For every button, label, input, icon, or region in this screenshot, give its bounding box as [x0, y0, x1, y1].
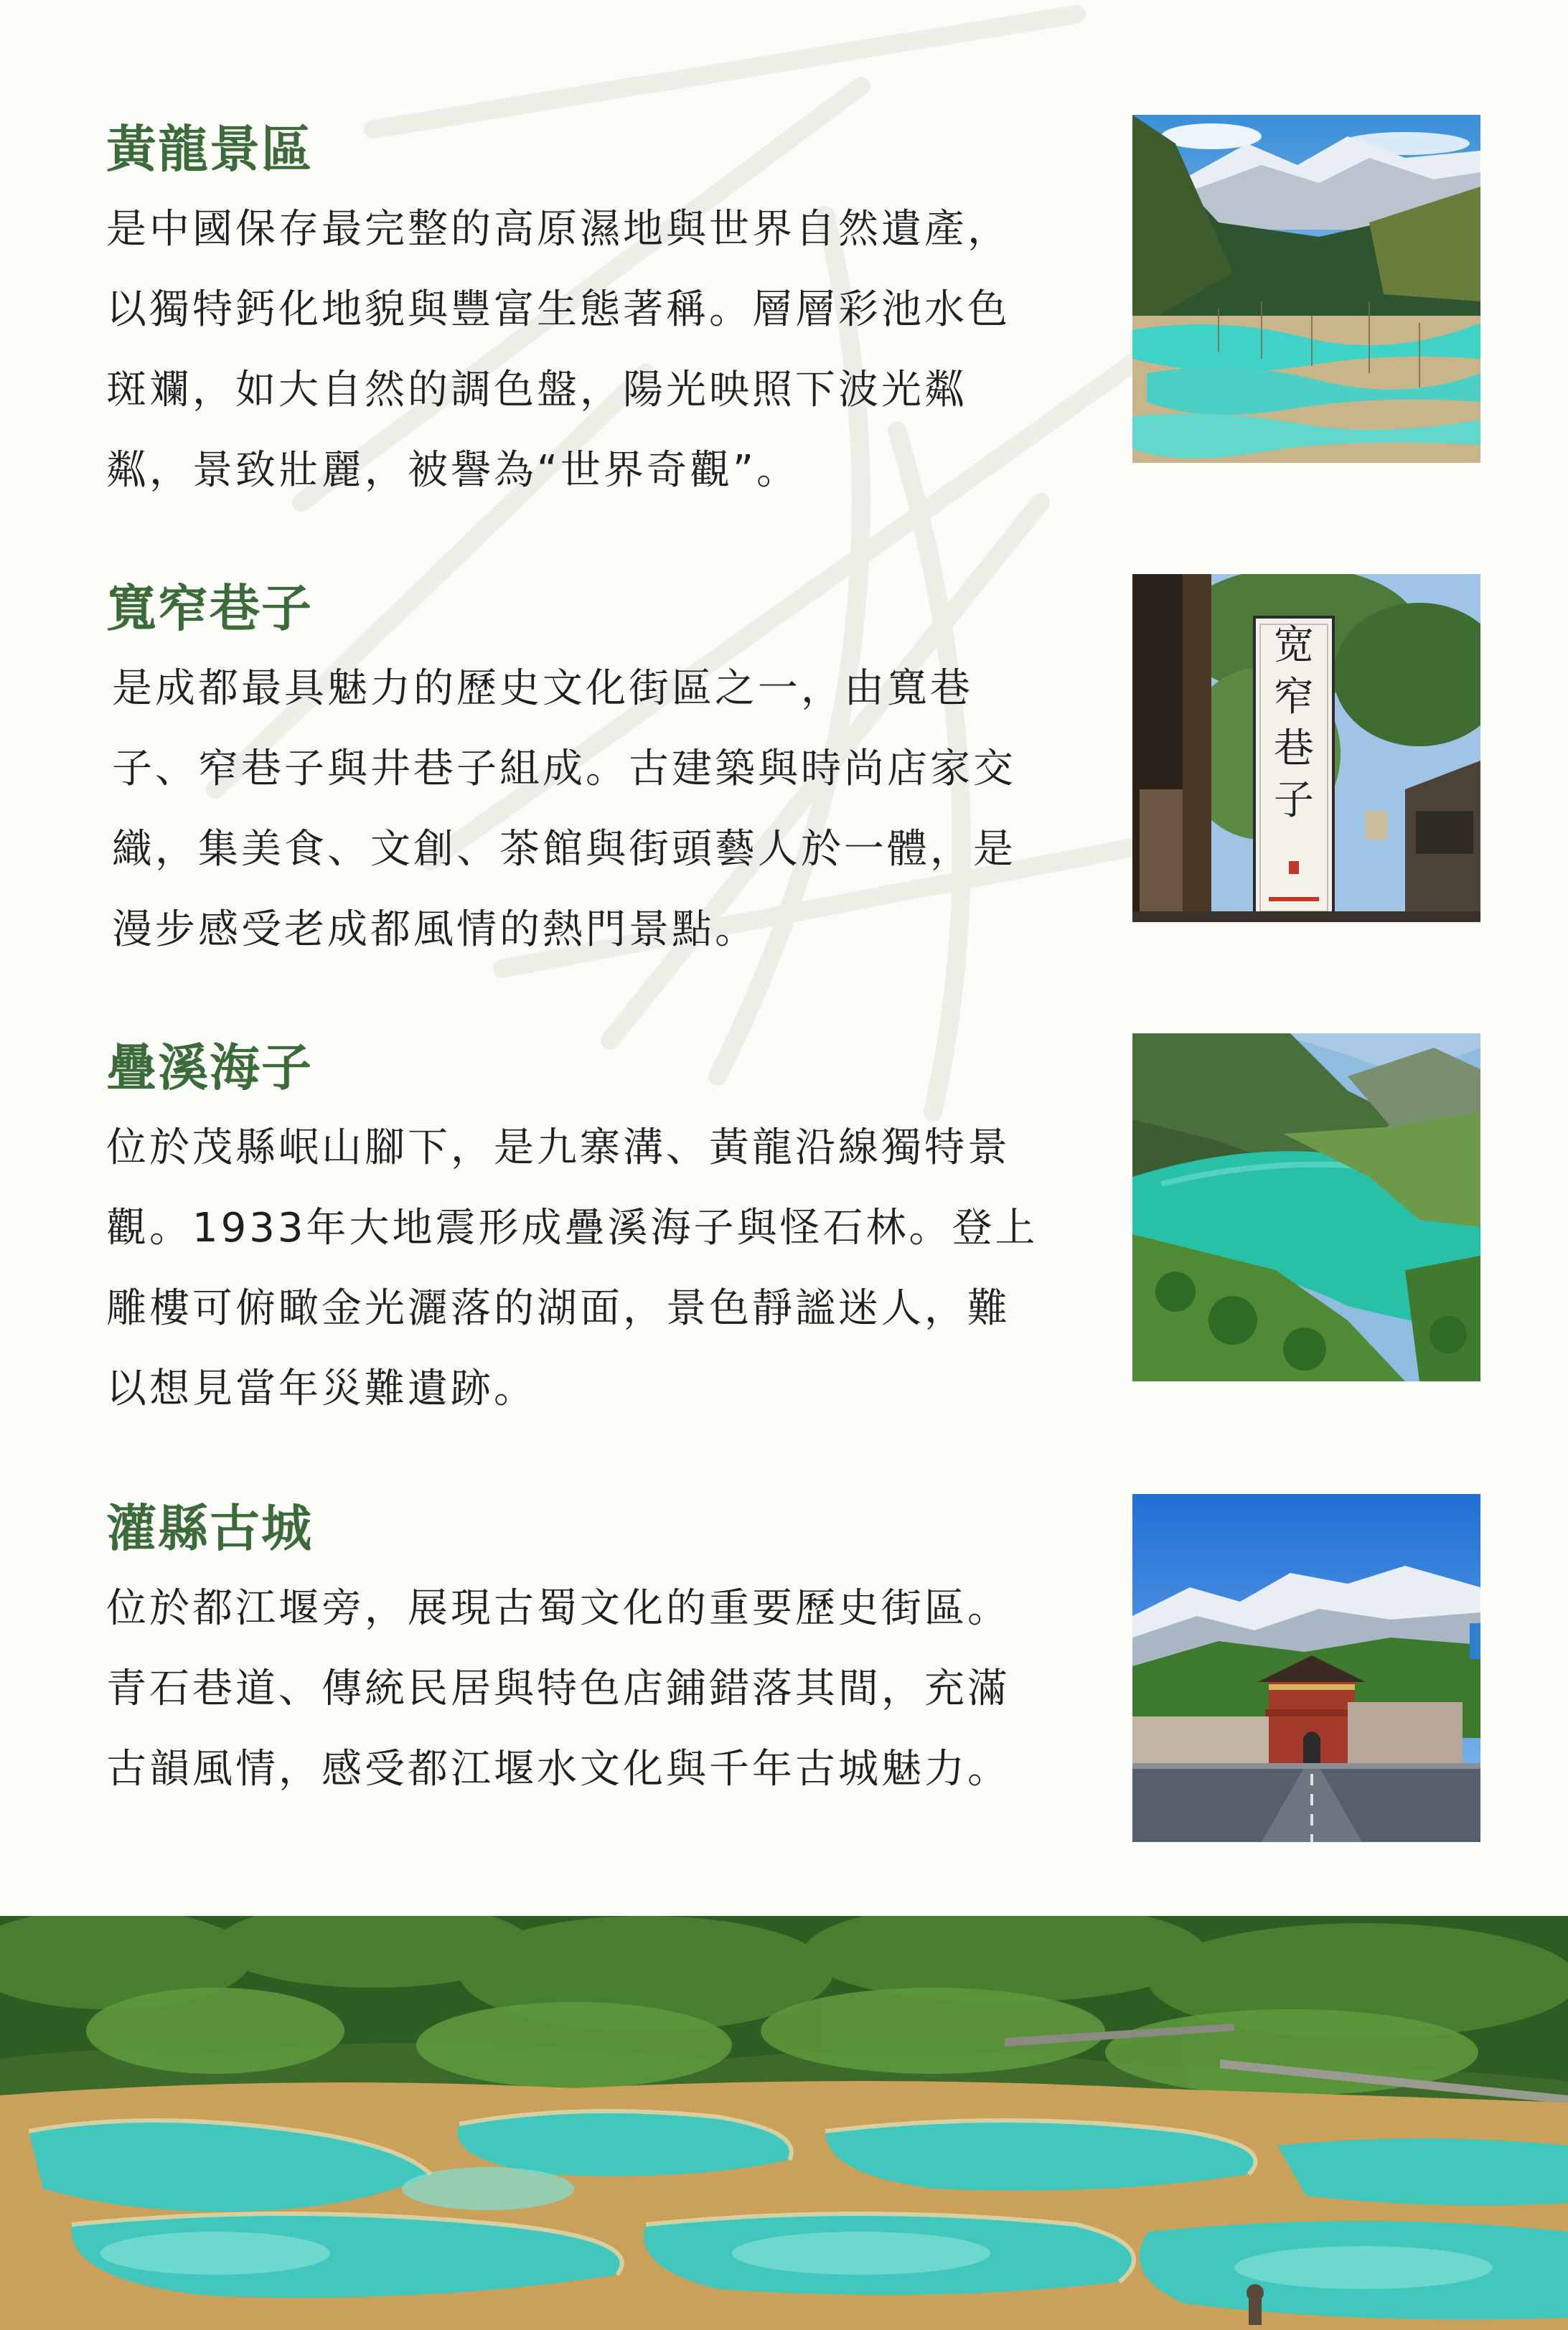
sign-char: 宽 [1274, 622, 1314, 669]
sign-char: 窄 [1274, 674, 1314, 720]
section-title: 灌縣古城 [106, 1499, 313, 1558]
kuanzhai-alley-photo [1132, 574, 1480, 922]
section-description [112, 649, 1016, 970]
huanglong-panorama-photo [0, 1916, 1568, 2330]
description-line: 以想見當年災難遺跡。 [106, 1366, 537, 1412]
section-description [106, 1108, 1038, 1429]
section-guanxian-ancient-city [0, 1494, 1568, 1896]
description-line: 子、窄巷子與井巷子組成。古建築與時尚店家交 [112, 746, 1016, 792]
description-line: 是成都最具魅力的歷史文化街區之一，由寬巷 [112, 665, 973, 712]
huanglong-photo [1132, 115, 1480, 463]
sign-char: 巷 [1274, 725, 1314, 772]
section-description [106, 189, 1010, 511]
section-title: 黃龍景區 [106, 120, 313, 179]
section-diexi-lake [0, 1033, 1568, 1435]
description-line: 古韻風情，感受都江堰水文化與千年古城魅力。 [106, 1746, 1010, 1793]
section-kuanzhai-alley [0, 574, 1568, 976]
description-line: 粼，景致壯麗，被譽為“世界奇觀”。 [106, 447, 800, 494]
description-line: 斑斕，如大自然的調色盤，陽光映照下波光粼 [106, 367, 967, 413]
section-huanglong [0, 115, 1568, 517]
description-line: 青石巷道、傳統民居與特色店鋪錯落其間，充滿 [106, 1666, 1010, 1712]
description-line: 漫步感受老成都風情的熱門景點。 [112, 906, 758, 953]
description-line: 位於都江堰旁，展現古蜀文化的重要歷史街區。 [106, 1585, 1010, 1632]
diexi-lake-photo [1132, 1033, 1480, 1381]
description-line: 織，集美食、文創、茶館與街頭藝人於一體，是 [112, 826, 1016, 873]
description-line: 雕樓可俯瞰金光灑落的湖面，景色靜謐迷人，難 [106, 1285, 1010, 1332]
description-line: 以獨特鈣化地貌與豐富生態著稱。層層彩池水色 [106, 286, 1010, 333]
guanxian-ancient-city-photo [1132, 1494, 1480, 1842]
sign-char: 子 [1274, 777, 1314, 824]
description-line: 觀。1933年大地震形成疊溪海子與怪石林。登上 [106, 1205, 1038, 1251]
section-description [106, 1569, 1010, 1810]
description-line: 位於茂縣岷山腳下，是九寨溝、黃龍沿線獨特景 [106, 1124, 1010, 1171]
section-title: 寬窄巷子 [106, 579, 313, 638]
section-title: 疊溪海子 [106, 1038, 313, 1097]
description-line: 是中國保存最完整的高原濕地與世界自然遺產， [106, 206, 1010, 253]
